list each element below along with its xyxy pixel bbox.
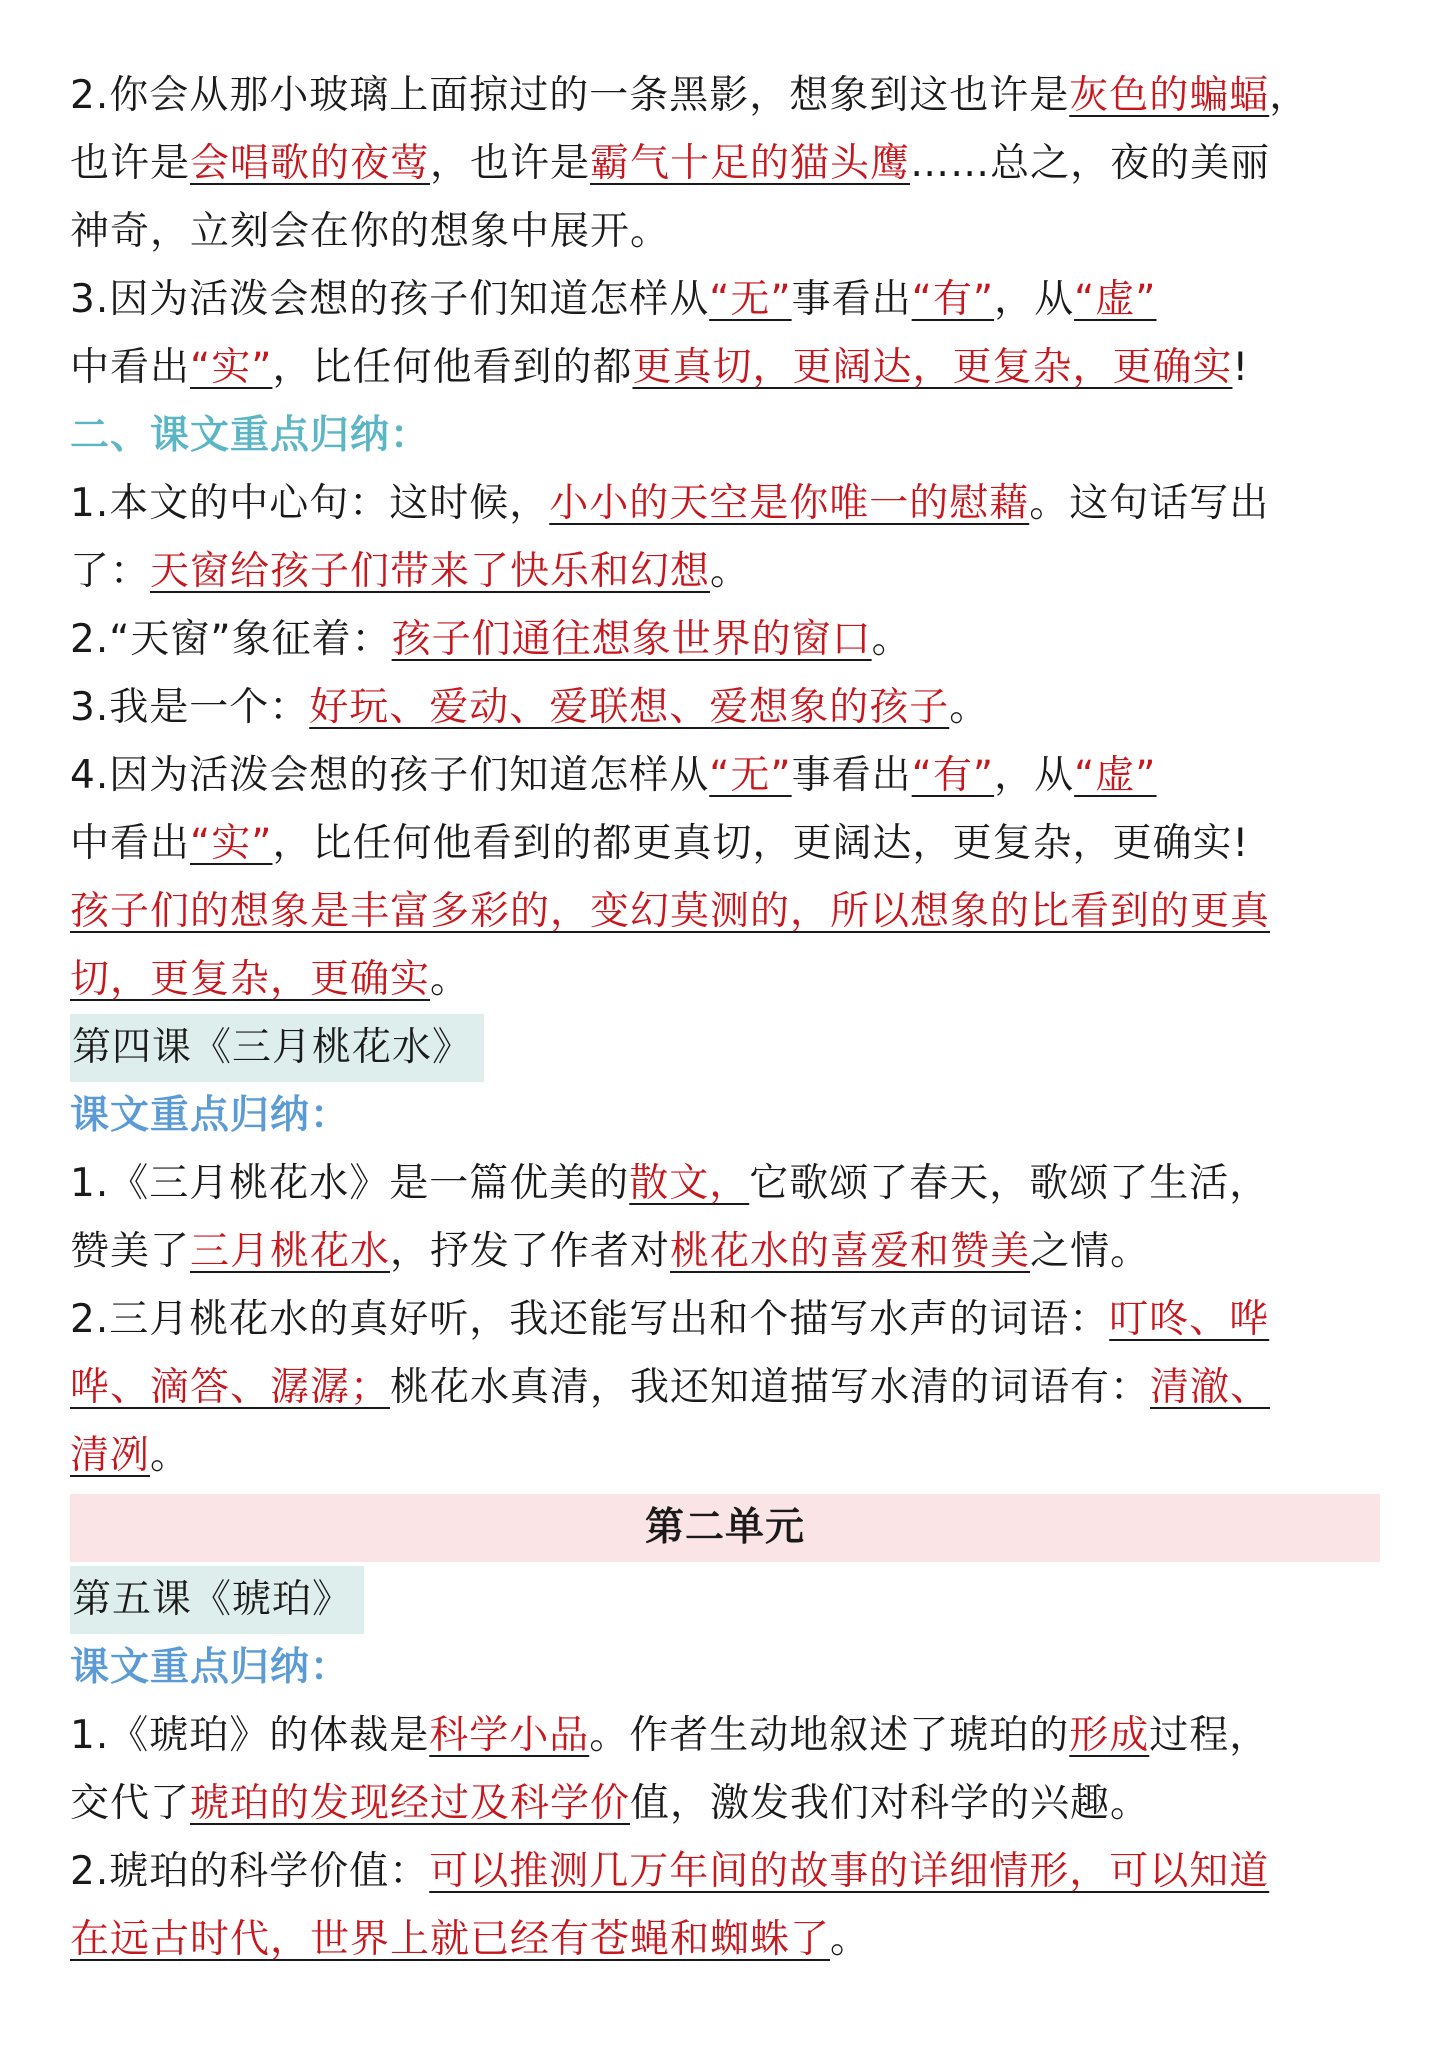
text: 。	[430, 957, 471, 1002]
answer: “虚”	[1074, 277, 1157, 322]
text-line	[70, 1354, 1380, 1422]
text-line	[70, 606, 1380, 674]
text: 之情。	[1030, 1229, 1151, 1274]
answer: “实”	[190, 821, 273, 866]
answer: “无”	[709, 753, 792, 798]
text: 神奇，立刻会在你的想象中展开。	[70, 209, 671, 254]
answer: 哗、滴答、潺潺；	[70, 1365, 391, 1410]
section-heading: 课文重点归纳：	[70, 1645, 351, 1690]
text-line	[70, 62, 1380, 130]
text: 值，激发我们对科学的兴趣。	[630, 1781, 1151, 1826]
text: 赞美了	[70, 1229, 191, 1274]
text: ，从	[994, 753, 1075, 798]
text: 事看出	[791, 277, 912, 322]
answer: 形成	[1069, 1713, 1150, 1758]
text: 过程，	[1149, 1713, 1270, 1758]
text: 。	[710, 549, 751, 594]
text-line	[70, 1770, 1380, 1838]
text: 1.《琥珀》的体裁是	[70, 1713, 430, 1758]
answer: 叮咚、哗	[1109, 1297, 1270, 1342]
answer: “实”	[190, 345, 273, 390]
text: ……总之，夜的美丽	[910, 141, 1271, 186]
text: 1.本文的中心句：这时候，	[70, 481, 550, 526]
answer: 霸气十足的猫头鹰	[590, 141, 911, 186]
text: 2.“天窗”象征着：	[70, 617, 392, 662]
answer: 清澈、	[1150, 1365, 1271, 1410]
text: 中看出	[70, 345, 191, 390]
answer: 天窗给孩子们带来了快乐和幻想	[150, 549, 711, 594]
text: 2.三月桃花水的真好听，我还能写出和个描写水声的词语：	[70, 1297, 1110, 1342]
text-line	[70, 1838, 1380, 1906]
answer: 琥珀的发现经过及科学价	[190, 1781, 631, 1826]
lesson-title-row	[70, 1014, 1380, 1082]
text-line	[70, 878, 1380, 946]
answer: 可以推测几万年间的故事的详细情形，可以知道	[429, 1849, 1270, 1894]
answer: 灰色的蝙蝠	[1069, 73, 1270, 118]
answer: 清冽	[70, 1433, 151, 1478]
text: 2.你会从那小玻璃上面掠过的一条黑影，想象到这也许是	[70, 73, 1070, 118]
text-line	[70, 1218, 1380, 1286]
answer: 好玩、爱动、爱联想、爱想象的孩子	[309, 685, 950, 730]
text-line	[70, 130, 1380, 198]
answer: “虚”	[1074, 753, 1157, 798]
text: !	[1232, 345, 1250, 390]
text-line	[70, 470, 1380, 538]
section-heading: 课文重点归纳：	[70, 1093, 351, 1138]
text: 事看出	[791, 753, 912, 798]
answer: 三月桃花水	[190, 1229, 391, 1274]
text-line	[70, 810, 1380, 878]
section-heading: 二、课文重点归纳：	[70, 413, 431, 458]
answer: “无”	[709, 277, 792, 322]
answer: 会唱歌的夜莺	[190, 141, 431, 186]
text-line	[70, 1906, 1380, 1974]
lesson-title-row	[70, 1566, 1380, 1634]
text: 桃花水真清，我还知道描写水清的词语有：	[390, 1365, 1151, 1410]
answer: 切，更复杂，更确实	[70, 957, 431, 1002]
text-line	[70, 1422, 1380, 1490]
text: 4.因为活泼会想的孩子们知道怎样从	[70, 753, 710, 798]
text: 2.琥珀的科学价值：	[70, 1849, 430, 1894]
text: 。	[871, 617, 912, 662]
text: 。	[150, 1433, 191, 1478]
document-page	[70, 62, 1380, 1974]
answer: 在远古时代，世界上就已经有苍蝇和蜘蛛了	[70, 1917, 831, 1962]
text: 了：	[70, 549, 151, 594]
text-line	[70, 1286, 1380, 1354]
text-line	[70, 266, 1380, 334]
text: ，比任何他看到的都更真切，更阔达，更复杂，更确实!	[272, 821, 1250, 866]
text: 1.《三月桃花水》是一篇优美的	[70, 1161, 630, 1206]
text-line	[70, 674, 1380, 742]
answer: 小小的天空是你唯一的慰藉	[549, 481, 1030, 526]
text-line	[70, 538, 1380, 606]
text: ，也许是	[430, 141, 591, 186]
text: 3.我是一个：	[70, 685, 310, 730]
answer: “有”	[911, 277, 995, 322]
text: ，	[1269, 73, 1310, 118]
answer: 桃花水的喜爱和赞美	[670, 1229, 1031, 1274]
lesson-title: 第四课《三月桃花水》	[70, 1014, 484, 1082]
text: 。这句话写出	[1029, 481, 1270, 526]
text: 。	[949, 685, 990, 730]
text-line	[70, 198, 1380, 266]
text-line	[70, 334, 1380, 402]
answer: 孩子们的想象是丰富多彩的，变幻莫测的，所以想象的比看到的更真	[70, 889, 1271, 934]
answer: “有”	[911, 753, 995, 798]
text: 交代了	[70, 1781, 191, 1826]
text: 。作者生动地叙述了琥珀的	[589, 1713, 1070, 1758]
text: 中看出	[70, 821, 191, 866]
text-line	[70, 1702, 1380, 1770]
unit-title: 第二单元	[70, 1494, 1380, 1562]
text: 。	[830, 1917, 871, 1962]
text: ，从	[994, 277, 1075, 322]
text-line	[70, 742, 1380, 810]
answer: 孩子们通往想象世界的窗口	[391, 617, 872, 662]
answer: 科学小品	[429, 1713, 590, 1758]
answer: 更真切，更阔达，更复杂，更确实	[632, 345, 1233, 390]
text: 也许是	[70, 141, 191, 186]
text: 它歌颂了春天，歌颂了生活，	[749, 1161, 1270, 1206]
text: ，比任何他看到的都	[272, 345, 633, 390]
text: ，抒发了作者对	[390, 1229, 671, 1274]
lesson-title: 第五课《琥珀》	[70, 1566, 364, 1634]
text: 3.因为活泼会想的孩子们知道怎样从	[70, 277, 710, 322]
text-line	[70, 946, 1380, 1014]
text-line	[70, 1150, 1380, 1218]
answer: 散文，	[629, 1161, 750, 1206]
